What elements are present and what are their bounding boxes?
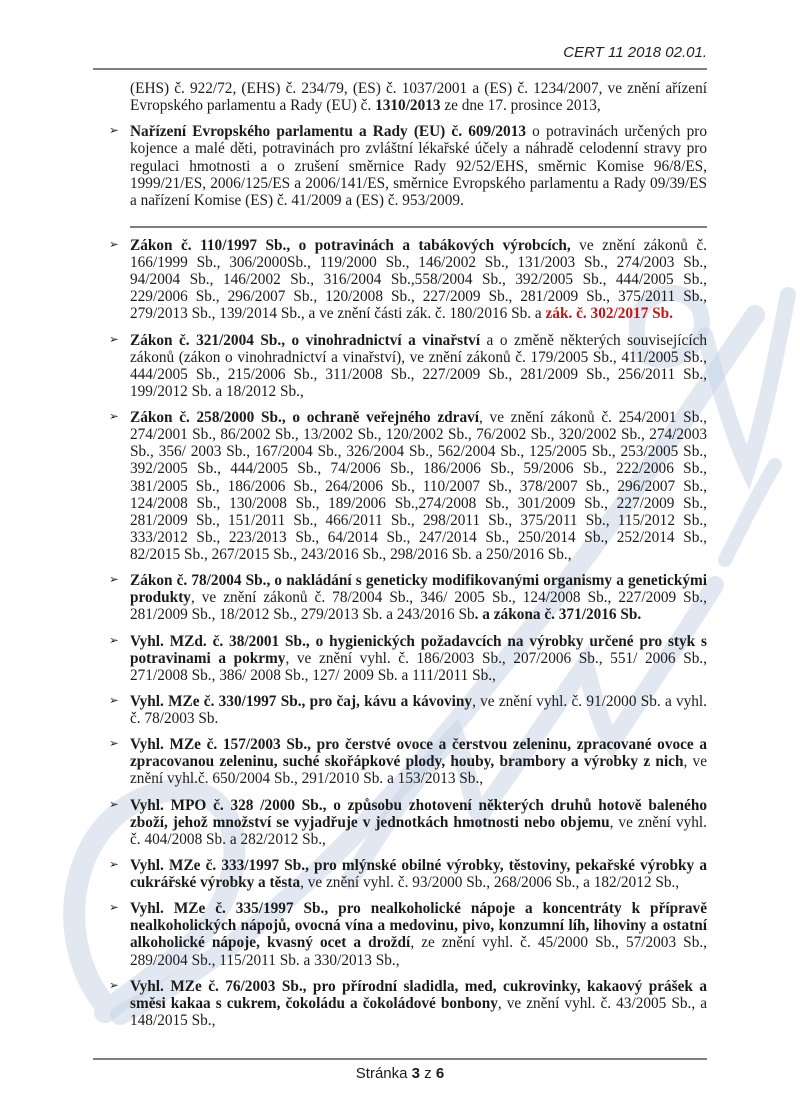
- section-separator-rule: [130, 226, 707, 228]
- list-item: [109, 331, 708, 401]
- list-item-text: Zákon č. 258/2000 Sb., o ochraně veřejného zdraví, ve znění zákonů č. 254/2001 Sb., 274/2001 Sb., 86/2002 Sb., 13/2002 Sb., 120/2002 Sb., 76/2002 Sb., 320/2002 Sb., 274/2003 Sb., 356/ 2003 Sb., 167/2004 Sb., 326/2004 Sb., 562/2004 Sb., 125/2005 Sb., 253/2005 Sb., 392/2005 Sb., 444/2005 Sb., 74/2006 Sb., 186/2006 Sb., 59/2006 Sb., 222/2006 Sb., 381/2005 Sb., 186/2006 Sb., 264/2006 Sb., 110/2007 Sb., 378/2007 Sb., 296/2007 Sb., 124/2008 Sb., 130/2008 Sb., 189/2006 Sb.,274/2008 Sb., 301/2009 Sb., 227/2009 Sb., 281/2009 Sb., 151/2011 Sb., 466/2011 Sb., 298/2011 Sb., 375/2011 Sb., 115/2012 Sb., 333/2012 Sb., 223/2013 Sb., 64/2014 Sb., 247/2014 Sb., 250/2014 Sb., 252/2014 Sb., 82/2015 Sb., 267/2015 Sb., 243/2016 Sb., 298/2016 Sb. a 250/2016 Sb.,: [130, 409, 707, 563]
- list-item: [109, 692, 707, 727]
- list-item-text: Zákon č. 321/2004 Sb., o vinohradnictví a vinařství a o změně některých souvisejících zákonů (zákon o vinohradnictví a vinařství), ve znění zákonů č. 179/2005 Sb., 411/2005 Sb., 444/2005 Sb., 215/2006 Sb., 311/2008 Sb., 227/2009 Sb., 281/2009 Sb., 256/2011 Sb., 199/2012 Sb. a 18/2012 Sb.,: [130, 331, 708, 400]
- page-footer: [93, 1058, 707, 1082]
- list-item-text: Nařízení Evropského parlamentu a Rady (EU) č. 609/2013 o potravinách určených pro kojence a malé děti, potravinách pro zvláštní lékařské účely a náhradě celodenní stravy pro regulaci hmotnosti a o zrušení směrnice Rady 92/52/EHS, směrnic Komise 96/8/ES, 1999/21/ES, 2006/125/ES a 2006/141/ES, směrnice Evropského parlamentu a Rady 09/39/ES a nařízení Komise (ES) č. 41/2009 a (ES) č. 953/2009.: [130, 123, 707, 209]
- list-item: [109, 632, 707, 684]
- list-item-text: Vyhl. MZe č. 333/1997 Sb., pro mlýnské obilné výrobky, těstoviny, pekařské výrobky a cukrářské výrobky a těsta, ve znění vyhl. č. 93/2000 Sb., 268/2006 Sb., a 182/2012 Sb.,: [130, 856, 707, 891]
- list-item: [109, 796, 707, 848]
- list-item-text: Zákon č. 78/2004 Sb., o nakládání s geneticky modifikovanými organismy a genetickými produkty, ve znění zákonů č. 78/2004 Sb., 346/ 2005 Sb., 124/2008 Sb., 227/2009 Sb., 281/2009 Sb., 18/2012 Sb., 279/2013 Sb. a 243/2016 Sb. a zákona č. 371/2016 Sb.: [130, 572, 707, 624]
- document-body: [109, 80, 708, 1029]
- list-item: [109, 900, 707, 969]
- list-item: [109, 123, 707, 209]
- arrow-bullet-icon: ➢: [109, 900, 119, 915]
- list-item: [109, 736, 707, 788]
- regulation-list-national: [109, 236, 708, 1029]
- intro-paragraph: (EHS) č. 922/72, (EHS) č. 234/79, (ES) č. 1037/2001 a (ES) č. 1234/2007, ve znění ařízení Evropského parlamentu a Rady (EU) č. 1310/2013 ze dne 17. prosince 2013,: [130, 80, 707, 115]
- list-item: [109, 572, 707, 624]
- arrow-bullet-icon: ➢: [109, 736, 119, 751]
- arrow-bullet-icon: ➢: [109, 632, 119, 647]
- arrow-bullet-icon: ➢: [109, 796, 119, 811]
- list-item-text: Vyhl. MZe č. 330/1997 Sb., pro čaj, kávu a kávoviny, ve znění vyhl. č. 91/2000 Sb. a vyhl. č. 78/2003 Sb.: [130, 692, 707, 727]
- arrow-bullet-icon: ➢: [109, 977, 119, 992]
- list-item-text: Vyhl. MZd. č. 38/2001 Sb., o hygienických požadavcích na výrobky určené pro styk s potravinami a pokrmy, ve znění vyhl. č. 186/2003 Sb., 207/2006 Sb., 551/ 2006 Sb., 271/2008 Sb., 386/ 2008 Sb., 127/ 2009 Sb. a 111/2011 Sb.,: [130, 632, 707, 684]
- list-item: [109, 236, 707, 323]
- arrow-bullet-icon: ➢: [109, 331, 119, 346]
- arrow-bullet-icon: ➢: [109, 409, 119, 423]
- arrow-bullet-icon: ➢: [109, 692, 119, 707]
- list-item-text: Zákon č. 110/1997 Sb., o potravinách a tabákových výrobcích, ve znění zákonů č. 166/1999 Sb., 306/2000Sb., 119/2000 Sb., 146/2002 Sb., 131/2003 Sb., 274/2003 Sb., 94/2004 Sb., 146/2002 Sb., 316/2004 Sb.,558/2004 Sb., 392/2005 Sb., 444/2005 Sb., 229/2006 Sb., 296/2007 Sb., 120/2008 Sb., 227/2009 Sb., 281/2009 Sb., 375/2011 Sb., 279/2013 Sb., 139/2014 Sb., a ve znění části zák. č. 180/2016 Sb. a zák. č. 302/2017 Sb.: [130, 236, 707, 323]
- list-item-text: Vyhl. MZe č. 157/2003 Sb., pro čerstvé ovoce a čerstvou zeleninu, zpracované ovoce a zpracovanou zeleninu, suché skořápkové plody, houby, brambory a výrobky z nich, ve znění vyhl.č. 650/2004 Sb., 291/2010 Sb. a 153/2013 Sb.,: [130, 736, 707, 788]
- list-item: [109, 977, 708, 1029]
- list-item-text: Vyhl. MPO č. 328 /2000 Sb., o způsobu zhotovení některých druhů hotově baleného zboží, jehož množství se vyjadřuje v jednotkách hmotnosti nebo objemu, ve znění vyhl. č. 404/2008 Sb. a 282/2012 Sb.,: [130, 796, 707, 848]
- list-item: [109, 409, 707, 563]
- page-number: Stránka 3 z 6: [355, 1065, 445, 1082]
- arrow-bullet-icon: ➢: [109, 236, 119, 251]
- list-item-text: Vyhl. MZe č. 335/1997 Sb., pro nealkoholické nápoje a koncentráty k přípravě nealkoholických nápojů, ovocná vína a medovinu, pivo, konzumní líh, lihoviny a ostatní alkoholické nápoje, kvasný ocet a droždí, ze znění vyhl. č. 45/2000 Sb., 57/2003 Sb., 289/2004 Sb., 115/2011 Sb. a 330/2013 Sb.,: [130, 900, 707, 969]
- regulation-list-eu: [109, 123, 707, 209]
- header-rule: [93, 68, 707, 70]
- arrow-bullet-icon: ➢: [109, 856, 119, 871]
- list-item-text: Vyhl. MZe č. 76/2003 Sb., pro přírodní sladidla, med, cukrovinky, kakaový prášek a směsi kakaa s cukrem, čokoládu a čokoládové bonbony, ve znění vyhl. č. 43/2005 Sb., a 148/2015 Sb.,: [130, 977, 708, 1029]
- document-code: CERT 11 2018 02.01.: [563, 44, 707, 61]
- arrow-bullet-icon: ➢: [109, 572, 119, 587]
- list-item: [109, 856, 707, 891]
- arrow-bullet-icon: ➢: [109, 123, 119, 138]
